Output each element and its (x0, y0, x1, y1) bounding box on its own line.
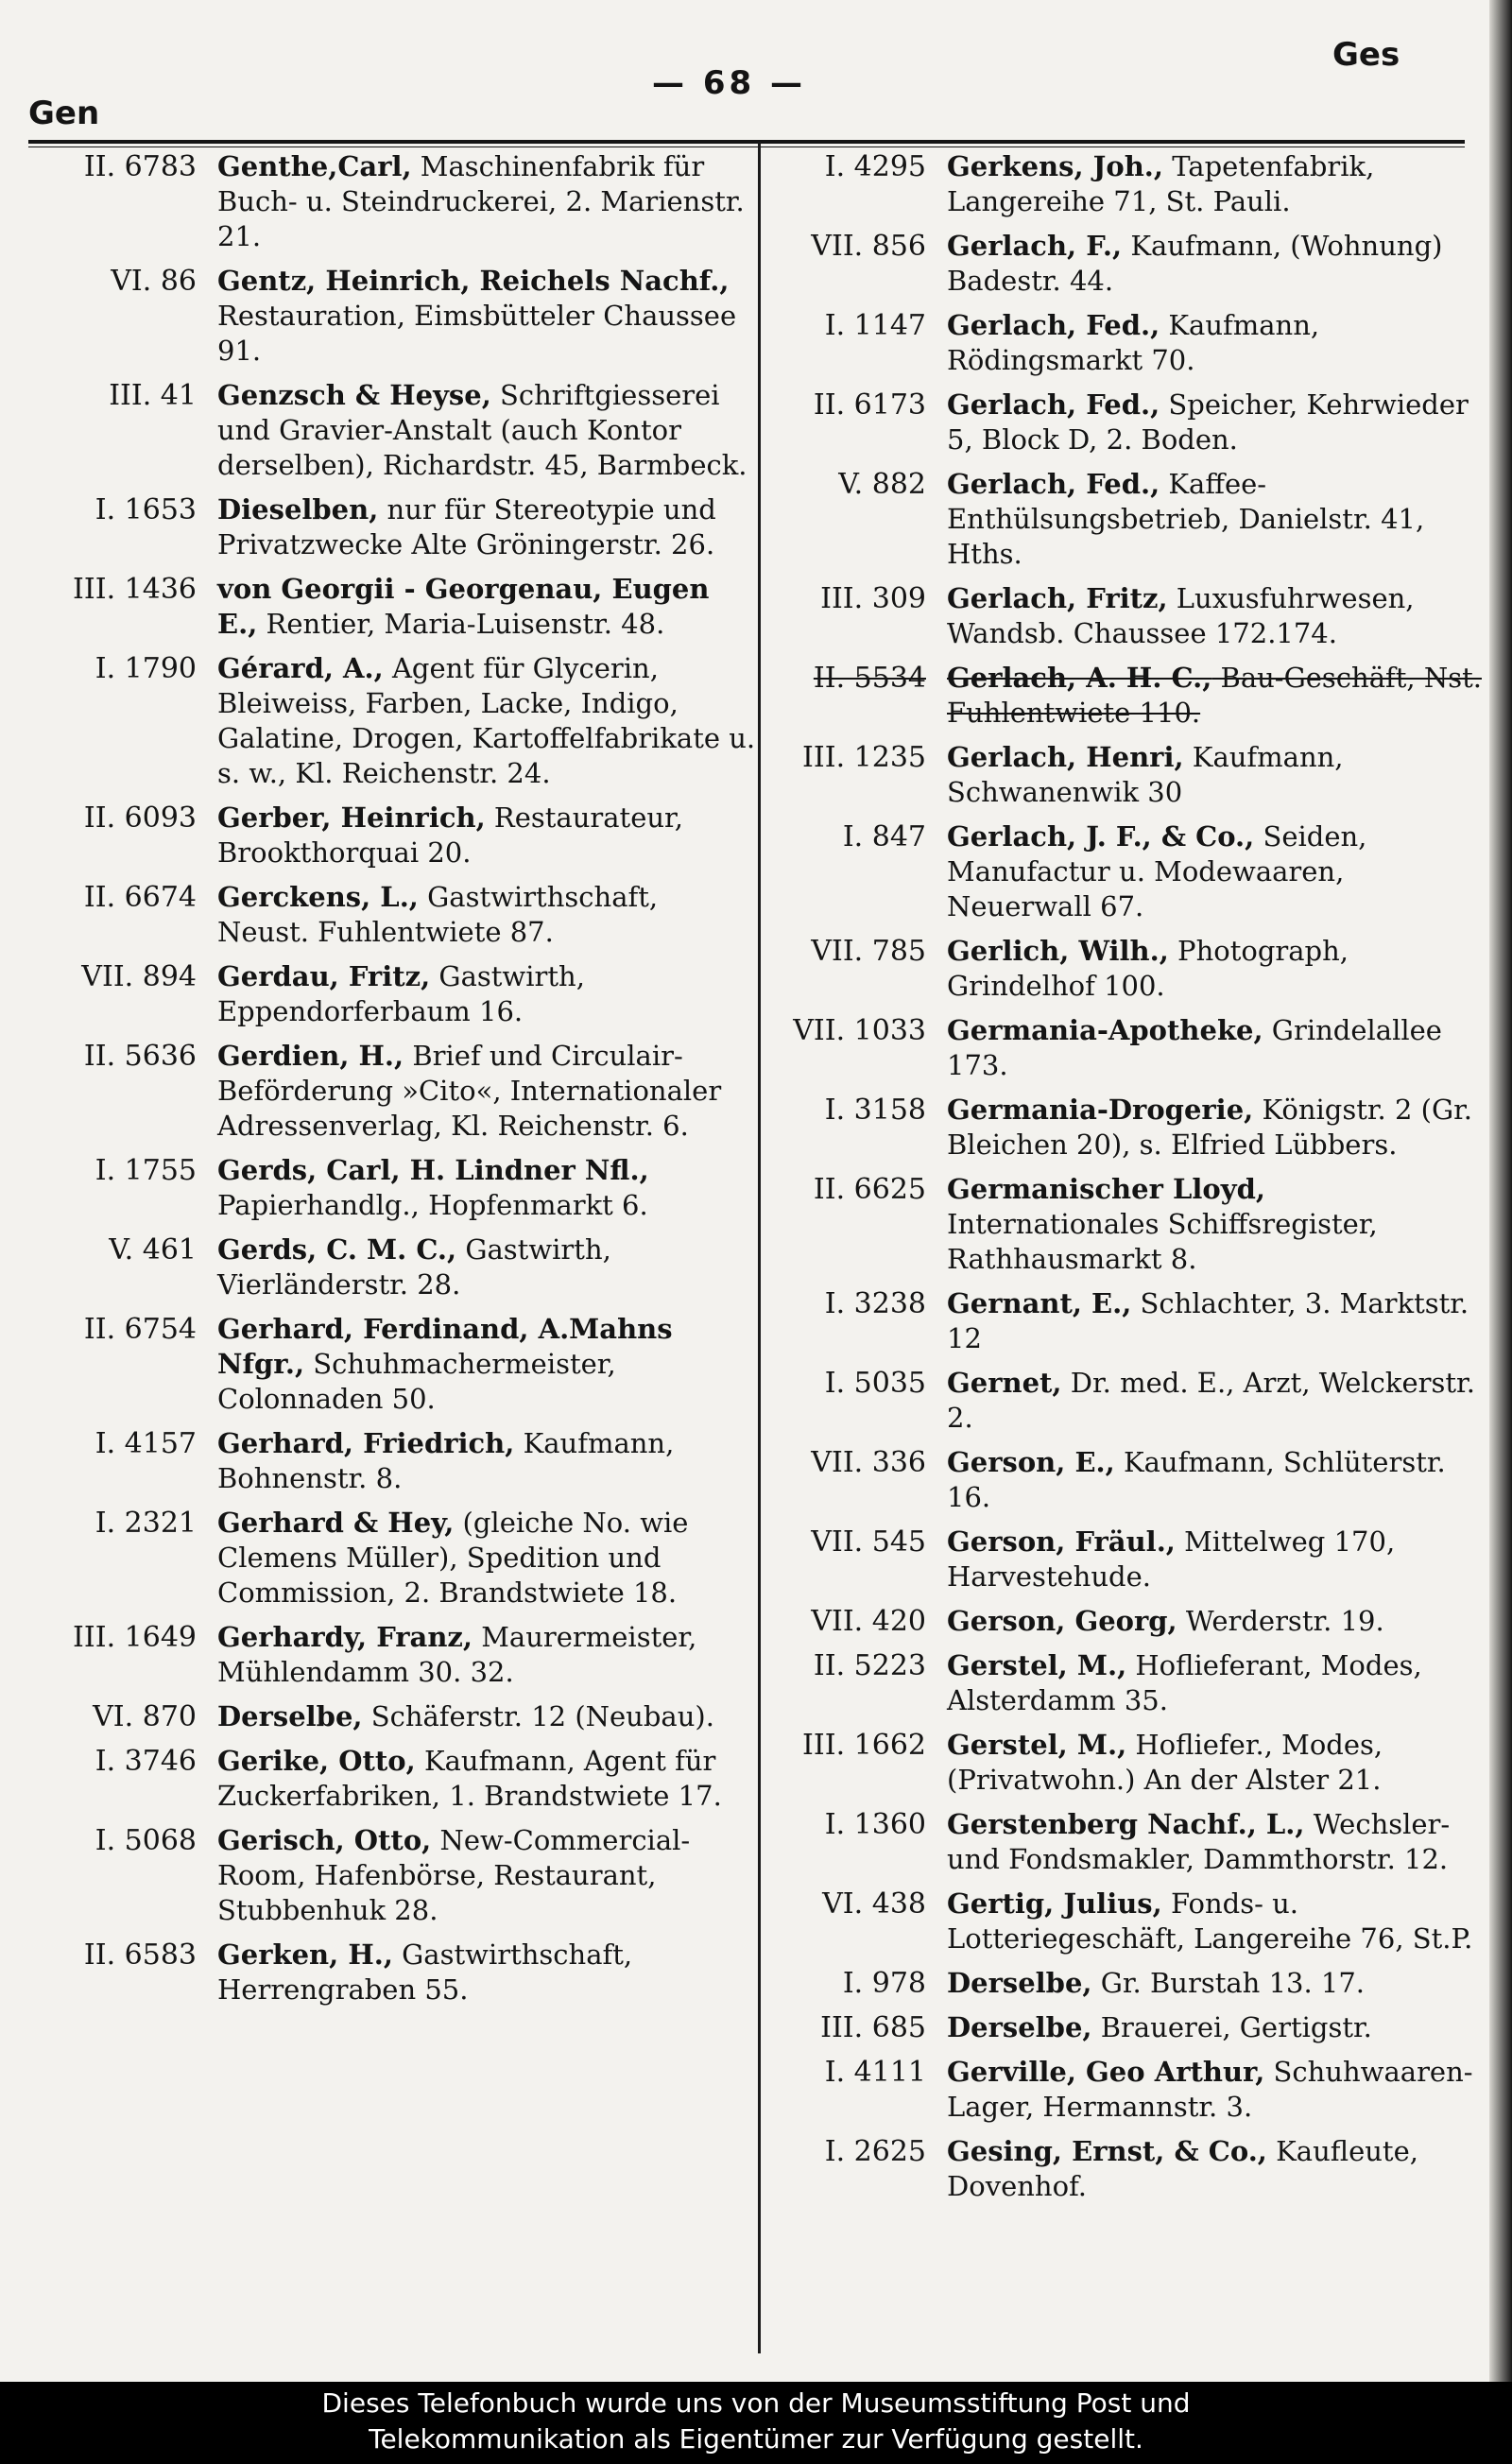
phone-number: II. 5223 (813, 1649, 926, 1682)
entry-text (947, 581, 1486, 651)
entry-text (217, 1620, 756, 1690)
entry-text (947, 1604, 1486, 1639)
directory-entry (767, 740, 1486, 810)
entry-text (217, 1312, 756, 1417)
phone-number: I. 1360 (824, 1808, 926, 1841)
entry-name: Dieselben, (217, 493, 379, 526)
directory-entry (767, 1807, 1486, 1877)
phone-number: I. 4111 (824, 2056, 926, 2089)
directory-entry (38, 1232, 756, 1302)
header-rule (28, 140, 1465, 147)
entry-details: Restauration, Eimsbütteler Chaussee 91. (217, 300, 737, 367)
phone-number: I. 5035 (824, 1367, 926, 1400)
phone-number: I. 2321 (94, 1507, 197, 1540)
right-column (767, 149, 1486, 2214)
entry-text (217, 651, 756, 791)
directory-entry (38, 572, 756, 642)
entry-name: Gerds, Carl, H. Lindner Nfl., (217, 1154, 649, 1186)
entry-name: Gerdau, Fritz, (217, 960, 431, 992)
directory-entry (767, 1728, 1486, 1798)
phone-number: I. 1755 (94, 1154, 197, 1187)
phone-number: I. 1653 (94, 493, 197, 526)
directory-entry (38, 264, 756, 369)
directory-entry (767, 1604, 1486, 1639)
entry-name: Gerike, Otto, (217, 1745, 416, 1777)
entry-details: Kaufmann, Schlüterstr. 16. (947, 1446, 1446, 1513)
directory-entry (767, 1525, 1486, 1594)
directory-entry (38, 959, 756, 1029)
directory-entry (767, 149, 1486, 219)
entry-details: Schriftgiesserei und Gravier-Anstalt (auch Kontor derselben), Richardstr. 45, Barmbeck. (217, 379, 747, 481)
directory-entry (38, 1153, 756, 1223)
phone-number: VI. 86 (111, 265, 197, 298)
entry-name: Gerlach, Henri, (947, 741, 1184, 773)
entry-details: Schuhwaaren-Lager, Hermannstr. 3. (947, 2056, 1473, 2123)
entry-name: Gerhard, Friedrich, (217, 1427, 515, 1459)
entry-text (947, 2134, 1486, 2204)
phone-number: V. 882 (838, 468, 926, 501)
entry-name: Gerckens, L., (217, 881, 419, 913)
entry-details: Kaufmann, (Wohnung) Badestr. 44. (947, 230, 1443, 297)
entry-details: nur für Stereotypie und Privatzwecke Alte Gröningerstr. 26. (217, 493, 716, 560)
entry-details: Grindelallee 173. (947, 1014, 1442, 1081)
entry-details: Gastwirth, Eppendorferbaum 16. (217, 960, 585, 1027)
entry-text (947, 388, 1486, 457)
entry-details: Gastwirth, Vierländerstr. 28. (217, 1233, 611, 1301)
entry-text (217, 1938, 756, 2007)
directory-entry (767, 2010, 1486, 2045)
phone-number: I. 4157 (94, 1427, 197, 1460)
phone-number: II. 6173 (813, 388, 926, 422)
phone-number: III. 41 (109, 379, 197, 412)
entry-details: Photograph, Grindelhof 100. (947, 935, 1349, 1002)
entry-details: Wechsler- und Fondsmakler, Dammthorstr. 12. (947, 1808, 1451, 1875)
entry-details: Schäferstr. 12 (Neubau). (362, 1700, 714, 1732)
entry-name: Gerstel, M., (947, 1729, 1127, 1761)
entry-name: von Georgii - Georgenau, Eugen E., (217, 573, 710, 640)
phone-number: II. 6783 (83, 150, 197, 183)
entry-details: Maurermeister, Mühlendamm 30. 32. (217, 1621, 697, 1688)
entry-text (947, 308, 1486, 378)
entry-details: Hofliefer., Modes, (Privatwohn.) An der Alster 21. (947, 1729, 1383, 1796)
entry-details: Gr. Burstah 13. 17. (1091, 1967, 1366, 1999)
entry-name: Gerhardy, Franz, (217, 1621, 472, 1653)
entry-text (217, 1823, 756, 1928)
directory-entry (767, 819, 1486, 924)
phone-number: II. 5534 (813, 662, 926, 695)
directory-entry (38, 1312, 756, 1417)
phone-number: III. 1649 (73, 1621, 197, 1654)
entry-details: Kaufleute, Dovenhof. (947, 2135, 1418, 2202)
directory-entry (38, 378, 756, 483)
entry-text (947, 740, 1486, 810)
entry-name: Gerlach, J. F., & Co., (947, 820, 1255, 853)
entry-details: Internationales Schiffsregister, Rathhausmarkt 8. (947, 1208, 1378, 1275)
entry-name: Gerber, Heinrich, (217, 801, 486, 834)
entry-text (217, 572, 756, 642)
entry-name: Gerstel, M., (947, 1649, 1127, 1681)
phone-number: V. 461 (109, 1233, 197, 1266)
entry-name: Derselbe, (947, 1967, 1092, 1999)
entry-details: Mittelweg 170, Harvestehude. (947, 1525, 1396, 1593)
entry-details: Kaufmann, Rödingsmarkt 70. (947, 309, 1320, 376)
entry-name: Gesing, Ernst, & Co., (947, 2135, 1267, 2167)
entry-text (947, 1013, 1486, 1083)
entry-details: Kaffee-Enthülsungsbetrieb, Danielstr. 41, Hths. (947, 468, 1425, 570)
entry-details: Dr. med. E., Arzt, Welckerstr. 2. (947, 1367, 1475, 1434)
directory-entry (767, 1887, 1486, 1956)
entry-text (217, 378, 756, 483)
entry-details: Bau-Geschäft, Nst. Fuhlentwiete 110. (947, 662, 1482, 729)
phone-number: I. 2625 (824, 2135, 926, 2168)
directory-entry (767, 1648, 1486, 1718)
entry-name: Gerson, Fräul., (947, 1525, 1176, 1558)
entry-details: Kaufmann, Bohnenstr. 8. (217, 1427, 675, 1494)
entry-name: Gerlach, F., (947, 230, 1123, 262)
phone-number: II. 6625 (813, 1173, 926, 1206)
entry-text (947, 229, 1486, 299)
entry-details: Luxusfuhrwesen, Wandsb. Chaussee 172.174. (947, 582, 1415, 649)
phone-number: II. 6583 (83, 1938, 197, 1972)
entry-name: Gerlach, Fed., (947, 388, 1160, 421)
entry-details: Hoflieferant, Modes, Alsterdamm 35. (947, 1649, 1422, 1716)
entry-name: Germanischer Lloyd, (947, 1173, 1265, 1205)
entry-text (217, 149, 756, 254)
directory-entry (767, 661, 1486, 731)
entry-name: Gerds, C. M. C., (217, 1233, 457, 1266)
directory-entry (38, 1620, 756, 1690)
phone-number: II. 6754 (83, 1313, 197, 1346)
directory-entry (767, 1093, 1486, 1163)
entry-name: Gerville, Geo Arthur, (947, 2056, 1265, 2088)
entry-text (217, 801, 756, 870)
entry-text (947, 1525, 1486, 1594)
phone-number: I. 3158 (824, 1094, 926, 1127)
entry-text (947, 1728, 1486, 1798)
directory-entry (767, 1966, 1486, 2001)
entry-name: Derselbe, (947, 2011, 1092, 2043)
entry-text (947, 1366, 1486, 1436)
phone-number: VI. 438 (822, 1887, 926, 1921)
entry-details: Agent für Glycerin, Bleiweiss, Farben, Lacke, Indigo, Galatine, Drogen, Kartoffelfabrikate u. s. w., Kl. Reichenstr. 24. (217, 652, 756, 789)
entry-name: Gerlach, A. H. C., (947, 662, 1212, 694)
right-guideword: Ges (1332, 36, 1400, 74)
directory-entry (767, 934, 1486, 1004)
phone-number: III. 685 (820, 2011, 926, 2044)
entry-text (947, 1445, 1486, 1515)
entry-text (217, 1039, 756, 1144)
phone-number: I. 3746 (94, 1745, 197, 1778)
left-column (38, 149, 756, 2017)
directory-entry (38, 1823, 756, 1928)
footer-line-1: Dieses Telefonbuch wurde uns von der Museumsstiftung Post und (321, 2387, 1191, 2419)
phone-number: I. 3238 (824, 1287, 926, 1320)
entry-name: Gerlich, Wilh., (947, 935, 1169, 967)
entry-details: Kaufmann, Agent für Zuckerfabriken, 1. Brandstwiete 17. (217, 1745, 722, 1812)
footer-notice (0, 2382, 1512, 2464)
phone-number: VI. 870 (93, 1700, 197, 1733)
entry-details: Speicher, Kehrwieder 5, Block D, 2. Boden. (947, 388, 1469, 456)
directory-entry (38, 880, 756, 950)
entry-details: Königstr. 2 (Gr. Bleichen 20), s. Elfried Lübbers. (947, 1094, 1473, 1161)
phone-number: III. 1436 (73, 573, 197, 606)
phone-number: I. 978 (842, 1967, 926, 2000)
entry-text (947, 2010, 1486, 2045)
entry-details: Rentier, Maria-Luisenstr. 48. (257, 608, 665, 640)
page-number: — 68 — (652, 64, 806, 102)
entry-name: Gertig, Julius, (947, 1887, 1162, 1920)
entry-text (217, 492, 756, 562)
directory-entry (767, 388, 1486, 457)
phone-number: VII. 785 (811, 935, 926, 968)
entry-name: Gerdien, H., (217, 1040, 404, 1072)
entry-name: Genzsch & Heyse, (217, 379, 491, 411)
directory-entry (38, 1426, 756, 1496)
directory-entry (767, 1366, 1486, 1436)
entry-name: Gerlach, Fed., (947, 309, 1160, 341)
phone-number: II. 6674 (83, 881, 197, 914)
entry-details: Werderstr. 19. (1177, 1605, 1384, 1637)
directory-entry (767, 1286, 1486, 1356)
entry-text (947, 934, 1486, 1004)
directory-entry (38, 1938, 756, 2007)
entry-text (217, 1744, 756, 1814)
phone-number: VII. 894 (81, 960, 197, 993)
entry-text (947, 1172, 1486, 1277)
column-divider (758, 142, 761, 2353)
entry-name: Gentz, Heinrich, Reichels Nachf., (217, 265, 730, 297)
entry-name: Gernant, E., (947, 1287, 1132, 1319)
entry-text (947, 819, 1486, 924)
entry-text (947, 661, 1486, 731)
entry-details: (gleiche No. wie Clemens Müller), Spedition und Commission, 2. Brandstwiete 18. (217, 1507, 689, 1609)
left-guideword: Gen (28, 95, 100, 132)
entry-details: Fonds- u. Lotteriegeschäft, Langereihe 76, St.P. (947, 1887, 1473, 1955)
entry-details: Gastwirthschaft, Neust. Fuhlentwiete 87. (217, 881, 659, 948)
entry-name: Gerlach, Fed., (947, 468, 1160, 500)
entry-details: Kaufmann, Schwanenwik 30 (947, 741, 1344, 808)
entry-details: Restaurateur, Brookthorquai 20. (217, 801, 683, 869)
entry-name: Gerisch, Otto, (217, 1824, 432, 1856)
entry-name: Gerkens, Joh., (947, 150, 1163, 182)
phone-number: III. 1662 (802, 1729, 926, 1762)
entry-name: Germania-Apotheke, (947, 1014, 1263, 1046)
phone-number: III. 1235 (802, 741, 926, 774)
entry-details: Maschinenfabrik für Buch- u. Steindruckerei, 2. Marienstr. 21. (217, 150, 745, 252)
entry-text (947, 1648, 1486, 1718)
entry-details: Tapetenfabrik, Langereihe 71, St. Pauli. (947, 150, 1375, 217)
directory-entry (38, 1506, 756, 1611)
entry-details: Papierhandlg., Hopfenmarkt 6. (217, 1189, 648, 1221)
directory-entry (767, 2134, 1486, 2204)
entry-name: Germania-Drogerie, (947, 1094, 1254, 1126)
entry-text (947, 149, 1486, 219)
entry-name: Gerlach, Fritz, (947, 582, 1168, 614)
entry-text (217, 880, 756, 950)
entry-text (947, 1966, 1486, 2001)
entry-name: Gerhard, Ferdinand, A.Mahns Nfgr., (217, 1313, 673, 1380)
directory-entry (38, 651, 756, 791)
entry-text (217, 1153, 756, 1223)
phone-number: I. 5068 (94, 1824, 197, 1857)
entry-name: Gernet, (947, 1367, 1062, 1399)
directory-entry (767, 1445, 1486, 1515)
entry-name: Gérard, A., (217, 652, 384, 684)
directory-entry (767, 2055, 1486, 2125)
entry-text (217, 1699, 756, 1734)
entry-details: Schlachter, 3. Marktstr. 12 (947, 1287, 1469, 1354)
entry-details: Brauerei, Gertigstr. (1091, 2011, 1372, 2043)
entry-name: Genthe,Carl, (217, 150, 412, 182)
entry-text (217, 1506, 756, 1611)
entry-name: Derselbe, (217, 1700, 363, 1732)
entry-text (947, 1807, 1486, 1877)
entry-details: Gastwirthschaft, Herrengraben 55. (217, 1938, 633, 2006)
entry-text (217, 959, 756, 1029)
entry-text (217, 1232, 756, 1302)
entry-text (947, 1093, 1486, 1163)
directory-entry (767, 308, 1486, 378)
directory-entry (38, 1744, 756, 1814)
entry-name: Gerson, Georg, (947, 1605, 1177, 1637)
phone-number: II. 6093 (83, 801, 197, 835)
phone-number: III. 309 (820, 582, 926, 615)
entry-text (217, 1426, 756, 1496)
entry-name: Gerson, E., (947, 1446, 1115, 1478)
entry-text (947, 1887, 1486, 1956)
directory-entry (38, 1039, 756, 1144)
entry-text (947, 2055, 1486, 2125)
directory-entry (767, 467, 1486, 572)
entry-name: Gerken, H., (217, 1938, 393, 1971)
phone-number: I. 4295 (824, 150, 926, 183)
footer-line-2: Telekommunikation als Eigentümer zur Verfügung gestellt. (369, 2423, 1143, 2455)
entry-name: Gerhard & Hey, (217, 1507, 455, 1539)
directory-entry (767, 581, 1486, 651)
directory-entry (38, 149, 756, 254)
entry-text (217, 264, 756, 369)
phone-number: VII. 420 (811, 1605, 926, 1638)
phone-number: I. 847 (842, 820, 926, 853)
entry-details: Schuhmachermeister, Colonnaden 50. (217, 1348, 616, 1415)
entry-text (947, 1286, 1486, 1356)
directory-entry (38, 492, 756, 562)
directory-entry (767, 229, 1486, 299)
directory-entry (767, 1013, 1486, 1083)
phone-number: I. 1790 (94, 652, 197, 685)
entry-name: Gerstenberg Nachf., L., (947, 1808, 1305, 1840)
entry-details: New-Commercial-Room, Hafenbörse, Restaurant, Stubbenhuk 28. (217, 1824, 691, 1926)
phone-number: II. 5636 (83, 1040, 197, 1073)
entry-text (947, 467, 1486, 572)
phone-number: VII. 1033 (793, 1014, 926, 1047)
entry-details: Seiden, Manufactur u. Modewaaren, Neuerwall 67. (947, 820, 1367, 922)
phone-number: VII. 336 (811, 1446, 926, 1479)
directory-entry (38, 1699, 756, 1734)
directory-entry (767, 1172, 1486, 1277)
entry-details: Brief und Circulair-Beförderung »Cito«, Internationaler Adressenverlag, Kl. Reichenstr. 6. (217, 1040, 722, 1142)
directory-entry (38, 801, 756, 870)
phone-number: VII. 545 (811, 1525, 926, 1559)
phone-number: VII. 856 (811, 230, 926, 263)
phone-number: I. 1147 (824, 309, 926, 342)
